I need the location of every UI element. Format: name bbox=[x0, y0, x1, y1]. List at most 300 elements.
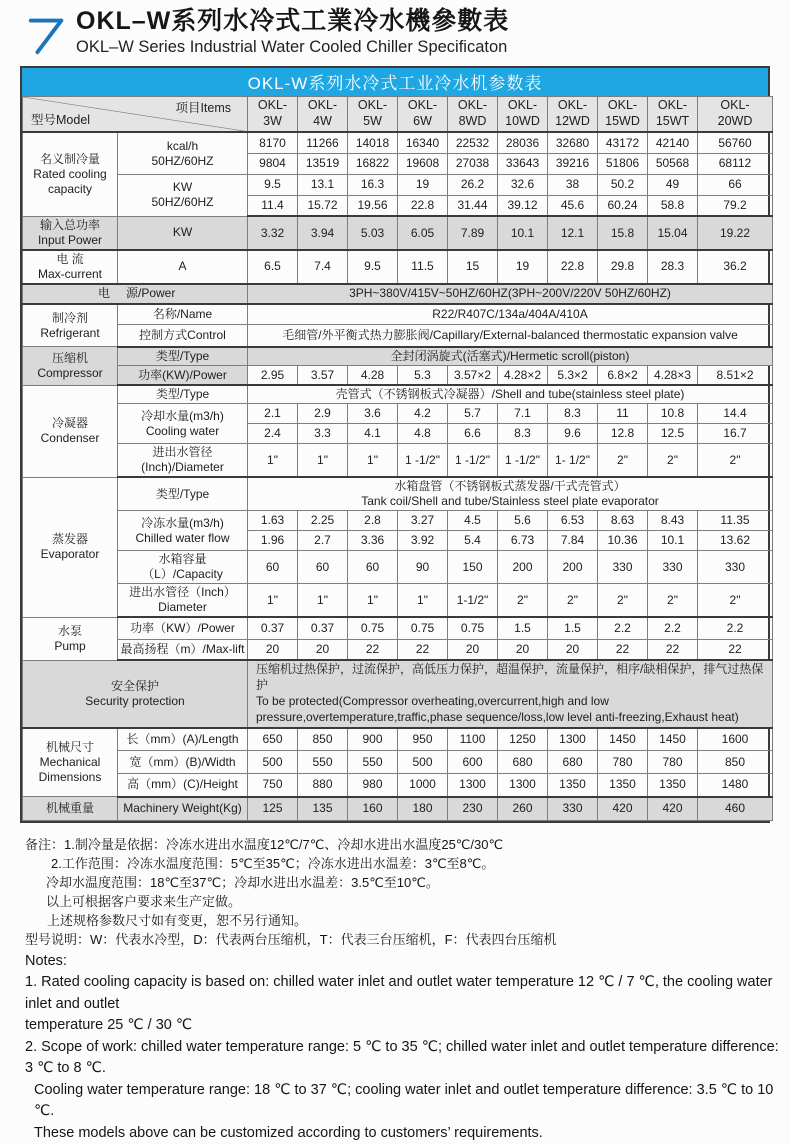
note-line-zh: 以上可根据客户要求来生产定做。 bbox=[46, 893, 242, 909]
cell-line: 20WD bbox=[717, 114, 753, 128]
cell-line: 68112 bbox=[718, 156, 752, 171]
cell-line: 1.63 bbox=[260, 513, 285, 528]
value-cell bbox=[698, 424, 773, 444]
cell-line: 150 bbox=[462, 559, 483, 574]
value-cell bbox=[598, 132, 648, 153]
section-label bbox=[23, 132, 118, 216]
cell-line: 550 bbox=[312, 754, 333, 769]
item-label bbox=[118, 304, 248, 325]
cell-line: To be protected(Compressor overheating,overcurrent,high and low bbox=[256, 693, 609, 708]
page-title-zh: OKL–W系列水冷式工業冷水機參數表 bbox=[76, 7, 510, 35]
value-cell bbox=[398, 617, 448, 639]
cell-line: 19.22 bbox=[719, 225, 751, 240]
section-label bbox=[23, 385, 118, 477]
value-cell bbox=[248, 153, 298, 174]
cell-line: 50HZ/60HZ bbox=[151, 195, 214, 210]
value-cell bbox=[598, 404, 648, 424]
logo-arrow-icon bbox=[24, 10, 70, 56]
value-cell bbox=[648, 444, 698, 478]
value-cell bbox=[698, 639, 773, 660]
cell-line: 输入总功率 bbox=[39, 217, 100, 232]
cell-line: 高（mm）(C)/Height bbox=[127, 777, 238, 792]
cell-line: 60 bbox=[315, 559, 330, 574]
cell-line: pressure,overtemperature,traffic,phase sequence/loss,low level anti-freezing,Exhaust heat) bbox=[256, 709, 739, 724]
cell-line: 850 bbox=[312, 731, 333, 746]
cell-line: 9.6 bbox=[564, 426, 581, 441]
cell-line: 32.6 bbox=[510, 177, 535, 192]
value-cell bbox=[448, 132, 498, 153]
model-header-row bbox=[23, 96, 773, 132]
value-cell bbox=[398, 751, 448, 774]
cell-line: 43172 bbox=[605, 135, 640, 150]
cell-line: 3.3 bbox=[314, 426, 331, 441]
cell-line: 11.5 bbox=[411, 259, 434, 274]
cell-line: 进出水管径 bbox=[152, 445, 213, 460]
value-cell bbox=[548, 639, 598, 660]
cell-line: 32680 bbox=[555, 135, 590, 150]
model-header-cell bbox=[248, 96, 298, 132]
value-cell bbox=[348, 424, 398, 444]
item-label bbox=[118, 551, 248, 584]
cell-line: 39216 bbox=[555, 156, 590, 171]
cell-line: 9.5 bbox=[364, 259, 381, 274]
cell-line: 38 bbox=[565, 177, 580, 192]
value-cell bbox=[448, 617, 498, 639]
item-label bbox=[118, 511, 248, 551]
cell-line: 2.4 bbox=[264, 426, 281, 441]
spec-row bbox=[23, 797, 773, 821]
cell-line: 330 bbox=[724, 559, 746, 574]
cell-line: OKL- bbox=[307, 98, 338, 113]
value-cell bbox=[398, 584, 448, 618]
item-label bbox=[118, 751, 248, 774]
value-cell bbox=[298, 132, 348, 153]
model-header-cell bbox=[398, 96, 448, 132]
cell-line: 19 bbox=[515, 259, 530, 274]
cell-line: 20 bbox=[515, 642, 530, 656]
value-cell bbox=[498, 195, 548, 216]
cell-line: 16822 bbox=[355, 156, 390, 171]
value-cell bbox=[348, 365, 398, 385]
cell-line: 2" bbox=[667, 592, 678, 607]
cell-line: 4W bbox=[313, 114, 332, 128]
cell-line: 16.3 bbox=[360, 177, 385, 192]
note-line-en: 1. Rated cooling capacity is based on: chilled water inlet and outlet water temperature 12 ℃ / 7 ℃, the cooling water inlet and outlet bbox=[25, 974, 773, 1012]
value-cell bbox=[248, 551, 298, 584]
value-cell bbox=[598, 774, 648, 797]
section-label bbox=[23, 617, 118, 660]
value-cell bbox=[248, 797, 298, 821]
value-cell bbox=[298, 797, 348, 821]
cell-line: 3.57×2 bbox=[453, 367, 492, 382]
cell-line: 15.8 bbox=[610, 225, 635, 240]
value-cell bbox=[248, 174, 298, 195]
cell-line: 0.37 bbox=[310, 621, 335, 635]
cell-line: 11266 bbox=[306, 135, 339, 150]
item-label bbox=[118, 617, 248, 639]
cell-line: 全封闭涡旋式(活塞式)/Hermetic scroll(piston) bbox=[390, 348, 630, 363]
value-cell bbox=[298, 424, 348, 444]
cell-line: 6.53 bbox=[560, 513, 585, 528]
value-cell bbox=[648, 531, 698, 551]
value-cell bbox=[248, 365, 298, 385]
value-cell bbox=[648, 551, 698, 584]
value-cell bbox=[248, 250, 298, 284]
value-cell bbox=[498, 728, 548, 751]
cell-line: 2" bbox=[729, 452, 741, 467]
value-cell bbox=[498, 216, 548, 250]
item-label bbox=[118, 325, 248, 347]
value-cell bbox=[648, 195, 698, 216]
cell-line: 长（mm）(A)/Length bbox=[126, 731, 239, 746]
value-cell bbox=[348, 551, 398, 584]
cell-line: 19 bbox=[415, 177, 430, 192]
item-label bbox=[118, 584, 248, 618]
note-line-en: 2. Scope of work: chilled water temperature range: 5 ℃ to 35 ℃; chilled water inlet and outlet temperature difference: 3 ℃ to 8 ℃. bbox=[25, 1038, 779, 1077]
value-cell bbox=[348, 774, 398, 797]
value-cell bbox=[598, 728, 648, 751]
cell-line: 15.72 bbox=[307, 198, 338, 212]
cell-line: 3PH~380V/415V~50HZ/60HZ(3PH~200V/220V 50HZ/60HZ) bbox=[349, 286, 671, 301]
cell-line: 330 bbox=[662, 559, 683, 574]
value-cell bbox=[498, 511, 548, 531]
value-cell bbox=[398, 531, 448, 551]
cell-line: Refrigerant bbox=[40, 325, 100, 340]
value-cell bbox=[548, 153, 598, 174]
cell-line: 420 bbox=[662, 801, 683, 816]
cell-line: 9804 bbox=[259, 156, 286, 171]
cell-line: 125 bbox=[262, 801, 283, 816]
cell-line: 2.7 bbox=[314, 533, 331, 548]
value-cell bbox=[398, 216, 448, 250]
cell-line: 功率(KW)/Power bbox=[138, 367, 227, 382]
section-label bbox=[23, 216, 118, 250]
cell-line: 8.3 bbox=[514, 426, 531, 441]
cell-line: 22.8 bbox=[560, 259, 585, 274]
cell-line: 2" bbox=[617, 452, 628, 467]
value-cell bbox=[298, 444, 348, 478]
cell-line: 20 bbox=[565, 642, 580, 656]
cell-line: 90 bbox=[415, 559, 430, 574]
spec-row bbox=[23, 250, 773, 284]
cell-line: 制冷剂 bbox=[51, 310, 88, 325]
cell-line: 500 bbox=[412, 754, 433, 769]
item-label bbox=[118, 365, 248, 385]
value-cell bbox=[648, 424, 698, 444]
cell-line: 5.3 bbox=[414, 367, 431, 382]
notes-zh bbox=[25, 836, 790, 950]
value-cell bbox=[548, 551, 598, 584]
cell-line: OKL- bbox=[357, 98, 388, 113]
value-cell bbox=[248, 404, 298, 424]
cell-line: Mechanical bbox=[39, 754, 101, 769]
cell-line: Pump bbox=[54, 638, 86, 653]
value-cell bbox=[298, 250, 348, 284]
spec-row bbox=[23, 216, 773, 250]
value-cell bbox=[448, 404, 498, 424]
value-cell bbox=[398, 728, 448, 751]
value-cell bbox=[448, 751, 498, 774]
cell-line: 600 bbox=[462, 754, 483, 769]
value-cell bbox=[298, 584, 348, 618]
spec-row bbox=[23, 444, 773, 478]
cell-line: 控制方式Control bbox=[139, 328, 226, 342]
cell-line: 4.1 bbox=[364, 426, 381, 441]
item-label bbox=[118, 404, 248, 444]
cell-line: 330 bbox=[612, 559, 633, 574]
value-cell bbox=[598, 511, 648, 531]
value-cell bbox=[398, 250, 448, 284]
cell-line: 1" bbox=[267, 592, 278, 607]
merged-value bbox=[248, 347, 773, 366]
value-cell bbox=[448, 153, 498, 174]
spec-row bbox=[23, 660, 773, 727]
value-cell bbox=[698, 444, 773, 478]
cell-line: 60 bbox=[365, 559, 380, 574]
spec-row bbox=[23, 477, 773, 511]
cell-line: 330 bbox=[562, 801, 583, 816]
cell-line: 6W bbox=[413, 114, 432, 128]
cell-line: 1" bbox=[317, 452, 328, 467]
value-cell bbox=[298, 751, 348, 774]
cell-line: 460 bbox=[724, 801, 746, 816]
cell-line: Diameter bbox=[158, 600, 207, 615]
value-cell bbox=[248, 424, 298, 444]
value-cell bbox=[598, 153, 648, 174]
value-cell bbox=[248, 195, 298, 216]
note-line-en: Notes: bbox=[25, 952, 67, 969]
cell-line: 1 -1/2" bbox=[505, 452, 540, 467]
cell-line: 8.63 bbox=[610, 513, 635, 528]
item-label bbox=[118, 477, 248, 511]
cell-line: 最高扬程（m）/Max-lift bbox=[120, 642, 245, 656]
cell-line: 3.92 bbox=[410, 533, 435, 548]
value-cell bbox=[298, 728, 348, 751]
cell-line: 45.6 bbox=[560, 198, 585, 212]
item-label bbox=[118, 774, 248, 797]
model-header-cell bbox=[598, 96, 648, 132]
cell-line: 功率（KW）/Power bbox=[130, 621, 235, 635]
value-cell bbox=[698, 774, 773, 797]
value-cell bbox=[498, 174, 548, 195]
value-cell bbox=[648, 617, 698, 639]
cell-line: 950 bbox=[412, 731, 433, 746]
cell-line: 15WD bbox=[605, 114, 640, 128]
cell-line: 1.5 bbox=[514, 621, 531, 635]
cell-line: 毛细管/外平衡式热力膨胀阀/Capillary/External-balanced thermostatic expansion valve bbox=[282, 328, 738, 342]
cell-line: 20 bbox=[315, 642, 330, 656]
cell-line: 230 bbox=[462, 801, 483, 816]
cell-line: 680 bbox=[562, 754, 583, 769]
value-cell bbox=[548, 424, 598, 444]
section-label bbox=[23, 347, 118, 386]
value-cell bbox=[448, 195, 498, 216]
cell-line: Security protection bbox=[85, 693, 185, 708]
value-cell bbox=[698, 216, 773, 250]
value-cell bbox=[698, 511, 773, 531]
cell-line: 2" bbox=[517, 592, 528, 607]
value-cell bbox=[298, 617, 348, 639]
cell-line: 1- 1/2" bbox=[555, 452, 590, 467]
cell-line: 160 bbox=[362, 801, 383, 816]
cell-line: capacity bbox=[47, 182, 93, 196]
cell-line: 类型/Type bbox=[155, 486, 210, 501]
model-header-cell bbox=[298, 96, 348, 132]
note-line-en: temperature 25 ℃ / 30 ℃ bbox=[25, 1017, 193, 1034]
cell-line: 36.2 bbox=[723, 259, 747, 274]
value-cell bbox=[348, 216, 398, 250]
value-cell bbox=[398, 365, 448, 385]
cell-line: 180 bbox=[412, 801, 433, 816]
value-cell bbox=[498, 551, 548, 584]
model-header-cell bbox=[348, 96, 398, 132]
value-cell bbox=[598, 584, 648, 618]
cell-line: 冷冻水量(m3/h) bbox=[141, 515, 224, 530]
cell-line: 28036 bbox=[505, 135, 540, 150]
cell-line: OKL- bbox=[257, 98, 288, 113]
cell-line: 12.8 bbox=[610, 426, 635, 441]
corner-model-label: 型号Model bbox=[31, 112, 91, 127]
cell-line: 0.75 bbox=[410, 621, 435, 635]
cell-line: 12WD bbox=[555, 114, 590, 128]
cell-line: 8WD bbox=[458, 114, 487, 128]
value-cell bbox=[548, 250, 598, 284]
cell-line: 4.28×3 bbox=[653, 367, 692, 382]
cell-line: 1000 bbox=[409, 777, 436, 792]
value-cell bbox=[448, 531, 498, 551]
cell-line: 5.4 bbox=[464, 533, 481, 548]
page-title-en: OKL–W Series Industrial Water Cooled Chiller Specificaton bbox=[76, 37, 508, 56]
cell-line: 5.7 bbox=[464, 406, 481, 421]
value-cell bbox=[498, 444, 548, 478]
value-cell bbox=[548, 195, 598, 216]
cell-line: OKL- bbox=[720, 98, 750, 113]
item-label bbox=[118, 347, 248, 366]
value-cell bbox=[648, 751, 698, 774]
page-header bbox=[0, 0, 790, 57]
value-cell bbox=[648, 153, 698, 174]
value-cell bbox=[498, 584, 548, 618]
value-cell bbox=[348, 153, 398, 174]
value-cell bbox=[648, 728, 698, 751]
value-cell bbox=[698, 617, 773, 639]
item-label bbox=[118, 639, 248, 660]
cell-line: 750 bbox=[262, 777, 283, 792]
value-cell bbox=[398, 424, 448, 444]
value-cell bbox=[398, 195, 448, 216]
value-cell bbox=[498, 132, 548, 153]
cell-line: 0.75 bbox=[460, 621, 485, 635]
spec-row bbox=[23, 511, 773, 531]
cell-line: 安全保护 bbox=[110, 678, 159, 693]
spec-row bbox=[23, 728, 773, 751]
note-line-en: These models above can be customized according to customers’ requirements. bbox=[34, 1124, 543, 1141]
corner-items-label: 项目Items bbox=[175, 100, 231, 115]
cell-line: 1450 bbox=[609, 731, 636, 746]
cell-line: 780 bbox=[612, 754, 633, 769]
value-cell bbox=[548, 174, 598, 195]
cell-line: 6.73 bbox=[510, 533, 535, 548]
cell-line: 1" bbox=[367, 592, 378, 607]
spec-row bbox=[23, 385, 773, 404]
value-cell bbox=[548, 617, 598, 639]
cell-line: 进出水管径（Inch） bbox=[129, 585, 236, 600]
value-cell bbox=[698, 195, 773, 216]
cell-line: Rated cooling bbox=[33, 167, 107, 181]
cell-line: 22532 bbox=[455, 135, 490, 150]
cell-line: 1600 bbox=[721, 731, 749, 746]
cell-line: 56760 bbox=[718, 135, 752, 150]
cell-line: 2" bbox=[617, 592, 628, 607]
cell-line: 5.03 bbox=[360, 225, 385, 240]
value-cell bbox=[298, 774, 348, 797]
value-cell bbox=[648, 584, 698, 618]
value-cell bbox=[398, 132, 448, 153]
cell-line: 1" bbox=[417, 592, 428, 607]
cell-line: 550 bbox=[362, 754, 383, 769]
cell-line: 机械尺寸 bbox=[45, 739, 94, 754]
cell-line: 3.36 bbox=[360, 533, 385, 548]
spec-row bbox=[23, 132, 773, 153]
spec-row bbox=[23, 365, 773, 385]
value-cell bbox=[598, 424, 648, 444]
value-cell bbox=[448, 584, 498, 618]
spec-row bbox=[23, 551, 773, 584]
cell-line: 50568 bbox=[655, 156, 690, 171]
value-cell bbox=[448, 250, 498, 284]
value-cell bbox=[598, 365, 648, 385]
value-cell bbox=[648, 250, 698, 284]
value-cell bbox=[548, 511, 598, 531]
value-cell bbox=[698, 751, 773, 774]
value-cell bbox=[398, 774, 448, 797]
cell-line: 8.43 bbox=[660, 513, 685, 528]
cell-line: 39.12 bbox=[507, 198, 538, 212]
cell-line: 2.8 bbox=[364, 513, 381, 528]
cell-line: Tank coil/Shell and tube/Stainless steel plate evaporator bbox=[361, 494, 659, 509]
cell-line: 宽（mm）(B)/Width bbox=[129, 754, 236, 769]
value-cell bbox=[698, 531, 773, 551]
cell-line: 13.62 bbox=[719, 533, 751, 548]
cell-line: 5W bbox=[363, 114, 382, 128]
value-cell bbox=[448, 424, 498, 444]
cell-line: 1 -1/2" bbox=[405, 452, 440, 467]
notes-en bbox=[25, 951, 790, 1144]
cell-line: 3.32 bbox=[260, 225, 285, 240]
value-cell bbox=[448, 728, 498, 751]
cell-line: 11.4 bbox=[261, 198, 284, 212]
value-cell bbox=[248, 728, 298, 751]
cell-line: 源/Power bbox=[126, 286, 176, 301]
value-cell bbox=[648, 365, 698, 385]
cell-line: 22 bbox=[728, 642, 742, 656]
cell-line: 8.3 bbox=[564, 406, 581, 421]
value-cell bbox=[498, 531, 548, 551]
item-label bbox=[118, 444, 248, 478]
cell-line: OKL- bbox=[557, 98, 588, 113]
cell-line: 12.1 bbox=[560, 225, 585, 240]
spec-row bbox=[23, 639, 773, 660]
model-header-cell bbox=[498, 96, 548, 132]
cell-line: 1300 bbox=[459, 777, 486, 792]
section-label bbox=[23, 284, 248, 304]
value-cell bbox=[648, 639, 698, 660]
cell-line: 31.44 bbox=[457, 198, 488, 212]
value-cell bbox=[548, 132, 598, 153]
cell-line: 680 bbox=[512, 754, 533, 769]
value-cell bbox=[698, 584, 773, 618]
value-cell bbox=[548, 531, 598, 551]
